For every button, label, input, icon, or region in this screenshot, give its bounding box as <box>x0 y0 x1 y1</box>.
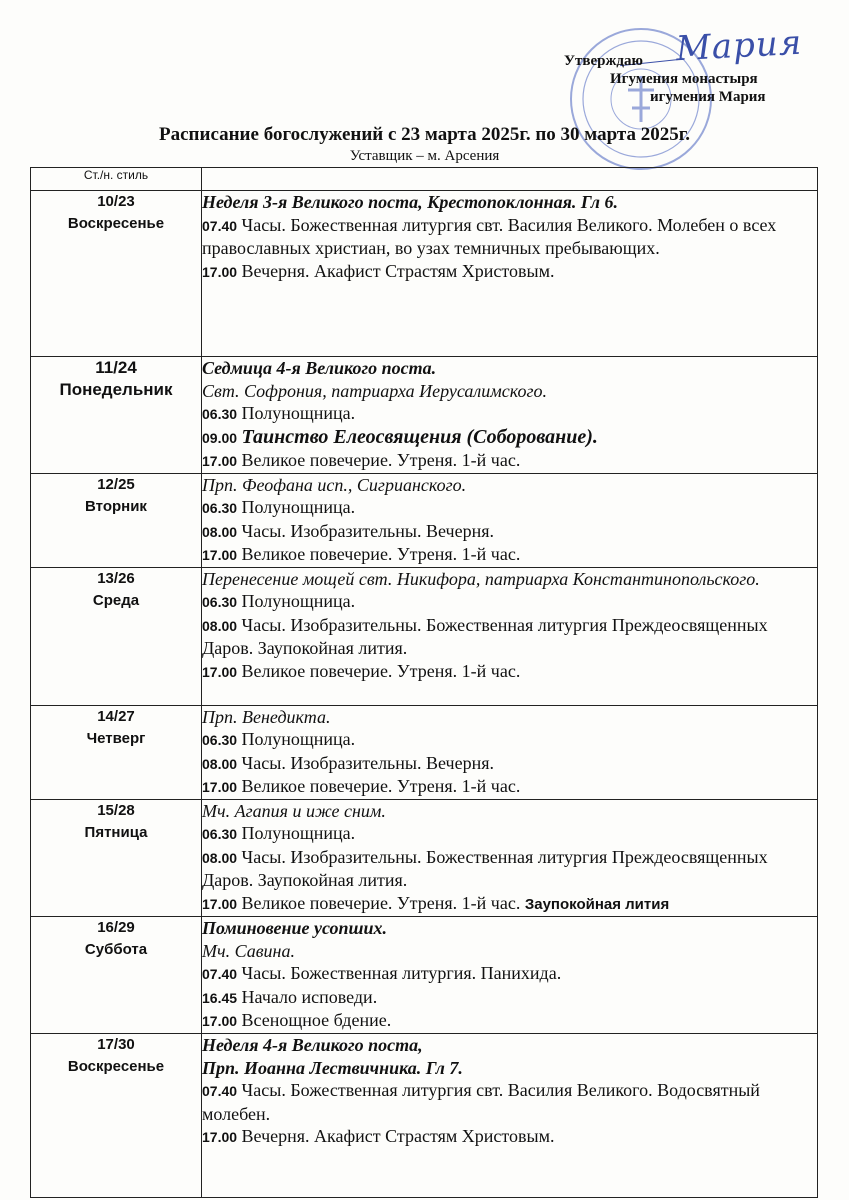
weekday: Вторник <box>85 497 147 515</box>
service-item: 08.00 Часы. Изобразительны. Вечерня. <box>202 752 494 773</box>
table-row <box>31 1034 818 1198</box>
service-item: 17.00 Вечерня. Акафист Страстям Христовым. <box>202 260 555 281</box>
service-item: 07.40 Часы. Божественная литургия. Панихида. <box>202 963 562 983</box>
saint-commemoration: Прп. Венедикта. <box>202 706 331 727</box>
approval-line-3: игумения Мария <box>650 89 766 105</box>
saint-commemoration: Перенесение мощей свт. Никифора, патриарха Константинопольского. <box>202 568 760 589</box>
weekday: Среда <box>92 591 140 609</box>
header-date-column: Ст./н. стиль <box>31 168 202 191</box>
day-heading: Неделя 4-я Великого поста, <box>202 1035 423 1055</box>
service-item: 17.00 Вечерня. Акафист Страстям Христовым. <box>202 1126 555 1146</box>
table-header-row <box>31 168 818 191</box>
services-cell <box>202 567 818 705</box>
saint-commemoration: Прп. Феофана исп., Сигрианского. <box>202 474 467 495</box>
services-cell <box>202 191 818 357</box>
service-item: 08.00 Часы. Изобразительны. Божественная литургия Преждеосвященных Даров. Заупокойная лития. <box>202 614 768 658</box>
table-row <box>31 705 818 799</box>
service-item: 17.00 Великое повечерие. Утреня. 1-й час. Заупокойная лития <box>202 892 670 913</box>
schedule-table <box>30 167 818 1198</box>
service-item: 07.40 Часы. Божественная литургия свт. Василия Великого. Водосвятный молебен. <box>202 1080 760 1124</box>
date-cell <box>31 705 202 799</box>
header-services-column <box>202 168 818 191</box>
table-row <box>31 473 818 567</box>
date-value: 15/28 <box>97 801 135 819</box>
weekday: Суббота <box>84 941 148 958</box>
date-value: 17/30 <box>97 1036 135 1053</box>
service-item: 17.00 Всенощное бдение. <box>202 1010 392 1030</box>
extra-note: Заупокойная лития <box>524 895 670 913</box>
day-heading: Поминовение усопших. <box>202 918 388 938</box>
table-row <box>31 799 818 917</box>
service-item: 06.30 Полунощница. <box>202 403 356 423</box>
page-subtitle: Уставщик – м. Арсения <box>349 148 500 164</box>
weekday: Понедельник <box>59 380 173 399</box>
table-row <box>31 357 818 474</box>
service-item: 17.00 Великое повечерие. Утреня. 1-й час. <box>202 776 521 796</box>
service-item: 08.00 Часы. Изобразительны. Божественная литургия Преждеосвященных Даров. Заупокойная лития. <box>202 846 768 890</box>
date-value: 10/23 <box>97 193 135 210</box>
services-cell <box>202 1034 818 1198</box>
day-heading-2: Прп. Иоанна Лествичника. Гл 7. <box>202 1057 463 1078</box>
service-item: 17.00 Великое повечерие. Утреня. 1-й час. <box>202 450 521 470</box>
service-item: 09.00 Таинство Елеосвящения (Соборование). <box>202 425 598 448</box>
date-cell <box>31 1034 202 1198</box>
date-cell <box>31 191 202 357</box>
approval-line-2: Игумения монастыря <box>610 71 758 87</box>
service-item: 07.40 Часы. Божественная литургия свт. Василия Великого. Молебен о всех православных христиан, во узах темничных пребывающих. <box>202 214 777 258</box>
date-cell <box>31 917 202 1034</box>
date-cell <box>31 567 202 705</box>
date-cell <box>31 357 202 474</box>
weekday: Воскресенье <box>67 215 165 232</box>
date-value: 11/24 <box>95 358 137 377</box>
table-row <box>31 567 818 705</box>
signature: Мария <box>675 22 804 70</box>
saint-commemoration: Свт. Софрония, патриарха Иерусалимского. <box>202 380 547 401</box>
service-item: 06.30 Полунощница. <box>202 497 356 517</box>
service-item: 06.30 Полунощница. <box>202 729 356 749</box>
day-heading: Неделя 3-я Великого поста, Крестопоклонная. Гл 6. <box>202 192 619 212</box>
weekday: Пятница <box>84 823 148 841</box>
approval-line-1: Утверждаю <box>564 53 643 69</box>
services-cell <box>202 799 818 917</box>
saint-commemoration: Мч. Агапия и иже сним. <box>202 800 386 821</box>
date-value: 12/25 <box>97 475 135 493</box>
saint-commemoration: Мч. Савина. <box>202 940 295 961</box>
table-row <box>31 191 818 357</box>
service-item: 08.00 Часы. Изобразительны. Вечерня. <box>202 520 494 541</box>
service-item: 06.30 Полунощница. <box>202 591 356 611</box>
service-item: 17.00 Великое повечерие. Утреня. 1-й час. <box>202 660 521 681</box>
date-cell <box>31 473 202 567</box>
date-value: 14/27 <box>97 707 135 725</box>
service-item: 06.30 Полунощница. <box>202 823 356 843</box>
table-row <box>31 917 818 1034</box>
services-cell <box>202 357 818 474</box>
weekday: Четверг <box>86 729 146 747</box>
services-cell <box>202 473 818 567</box>
page-title: Расписание богослужений с 23 марта 2025г. по 30 марта 2025г. <box>159 124 690 145</box>
services-cell <box>202 917 818 1034</box>
services-cell <box>202 705 818 799</box>
date-cell <box>31 799 202 917</box>
weekday: Воскресенье <box>67 1058 165 1075</box>
approval-block <box>560 52 830 106</box>
service-item: 16.45 Начало исповеди. <box>202 986 378 1007</box>
service-item: 17.00 Великое повечерие. Утреня. 1-й час. <box>202 544 521 564</box>
date-value: 16/29 <box>97 919 135 936</box>
date-value: 13/26 <box>97 569 135 587</box>
day-heading: Седмица 4-я Великого поста. <box>202 358 437 378</box>
